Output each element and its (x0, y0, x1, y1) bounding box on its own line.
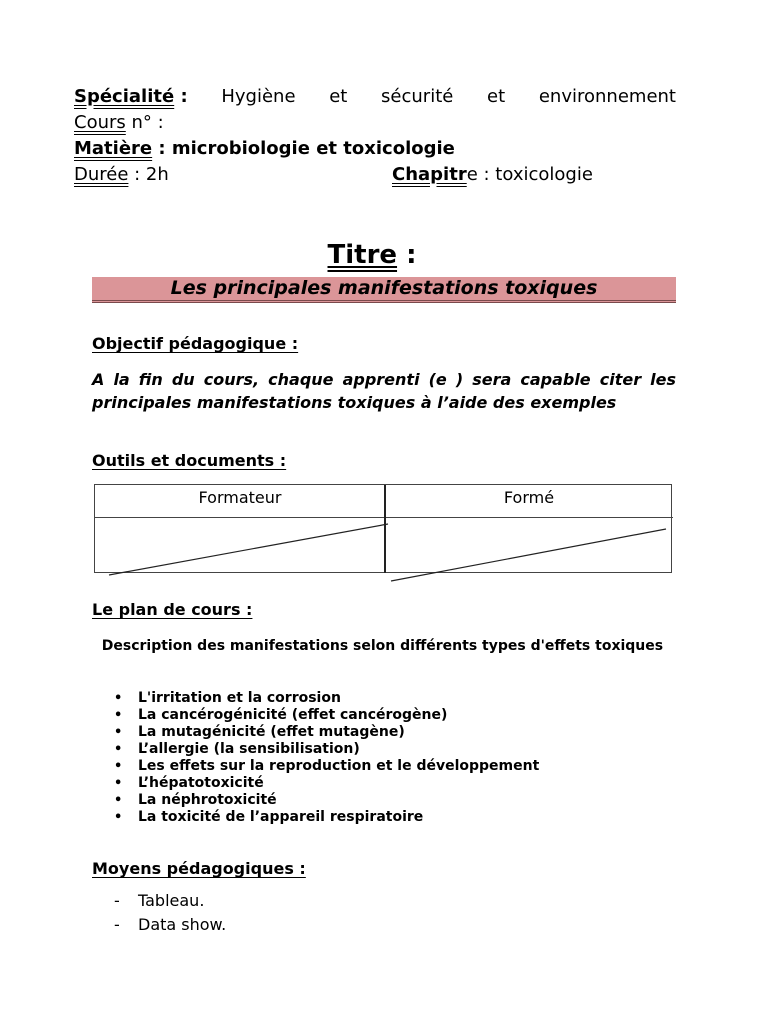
moyens-list (112, 890, 226, 938)
table-header-forme: Formé (503, 488, 555, 507)
specialite-word: et (329, 86, 348, 107)
specialite-label: Spécialité (74, 86, 175, 107)
moyens-heading: Moyens pédagogiques : (92, 859, 306, 878)
subtitle-banner (92, 277, 676, 303)
duree-label: Durée (74, 164, 129, 185)
list-item: • La toxicité de l’appareil respiratoire (112, 809, 539, 826)
list-item: • L’allergie (la sensibilisation) (112, 741, 539, 758)
chapitre-field (392, 162, 593, 188)
cours-line (74, 110, 676, 136)
list-item: - Data show. (112, 914, 226, 938)
title-colon: : (397, 240, 417, 270)
objectif-text: A la fin du cours, chaque apprenti (e ) sera capable citer les principales manifestations toxiques à l’aide des exemples (92, 370, 676, 412)
list-item: • La cancérogénicité (effet cancérogène) (112, 707, 539, 724)
table-header-formateur: Formateur (198, 488, 282, 507)
specialite-word: et (487, 86, 506, 107)
specialite-word: sécurité (381, 86, 454, 107)
list-item: • La néphrotoxicité (112, 792, 539, 809)
subtitle-text: Les principales manifestations toxiques (170, 277, 598, 299)
list-item: • L’hépatotoxicité (112, 775, 539, 792)
strike-lines (95, 485, 673, 574)
duree-line (74, 162, 676, 188)
matiere-line (74, 136, 676, 162)
list-item: • Les effets sur la reproduction et le développement (112, 758, 539, 775)
specialite-word: Hygiène (221, 86, 296, 107)
strike-line-forme (391, 529, 666, 581)
list-item: • La mutagénicité (effet mutagène) (112, 724, 539, 741)
specialite-line (74, 84, 676, 110)
cours-label: Cours (74, 112, 126, 133)
plan-description (92, 637, 692, 655)
duree-value: : 2h (128, 164, 169, 185)
plan-heading: Le plan de cours : (92, 600, 253, 619)
plan-list (112, 690, 539, 826)
specialite-field (74, 84, 188, 110)
list-item: - Tableau. (112, 890, 226, 914)
strike-line-formateur (109, 524, 388, 575)
objectif-heading: Objectif pédagogique : (92, 334, 299, 353)
title-label: Titre (327, 240, 398, 270)
matiere-label: Matière (74, 138, 153, 159)
outils-heading: Outils et documents : (92, 451, 287, 470)
outils-table (94, 484, 672, 573)
chapitre-label: Chapitr (392, 164, 467, 185)
list-item: • L'irritation et la corrosion (112, 690, 539, 707)
chapitre-value: e : toxicologie (466, 164, 593, 185)
specialite-word: environnement (538, 86, 676, 107)
plan-description-text: Description des manifestations selon différents types d'effets toxiques (101, 638, 664, 654)
specialite-colon: : (174, 86, 188, 107)
cours-value: n° : (125, 112, 164, 133)
matiere-value: : microbiologie et toxicologie (152, 138, 455, 159)
page-title (0, 240, 744, 270)
